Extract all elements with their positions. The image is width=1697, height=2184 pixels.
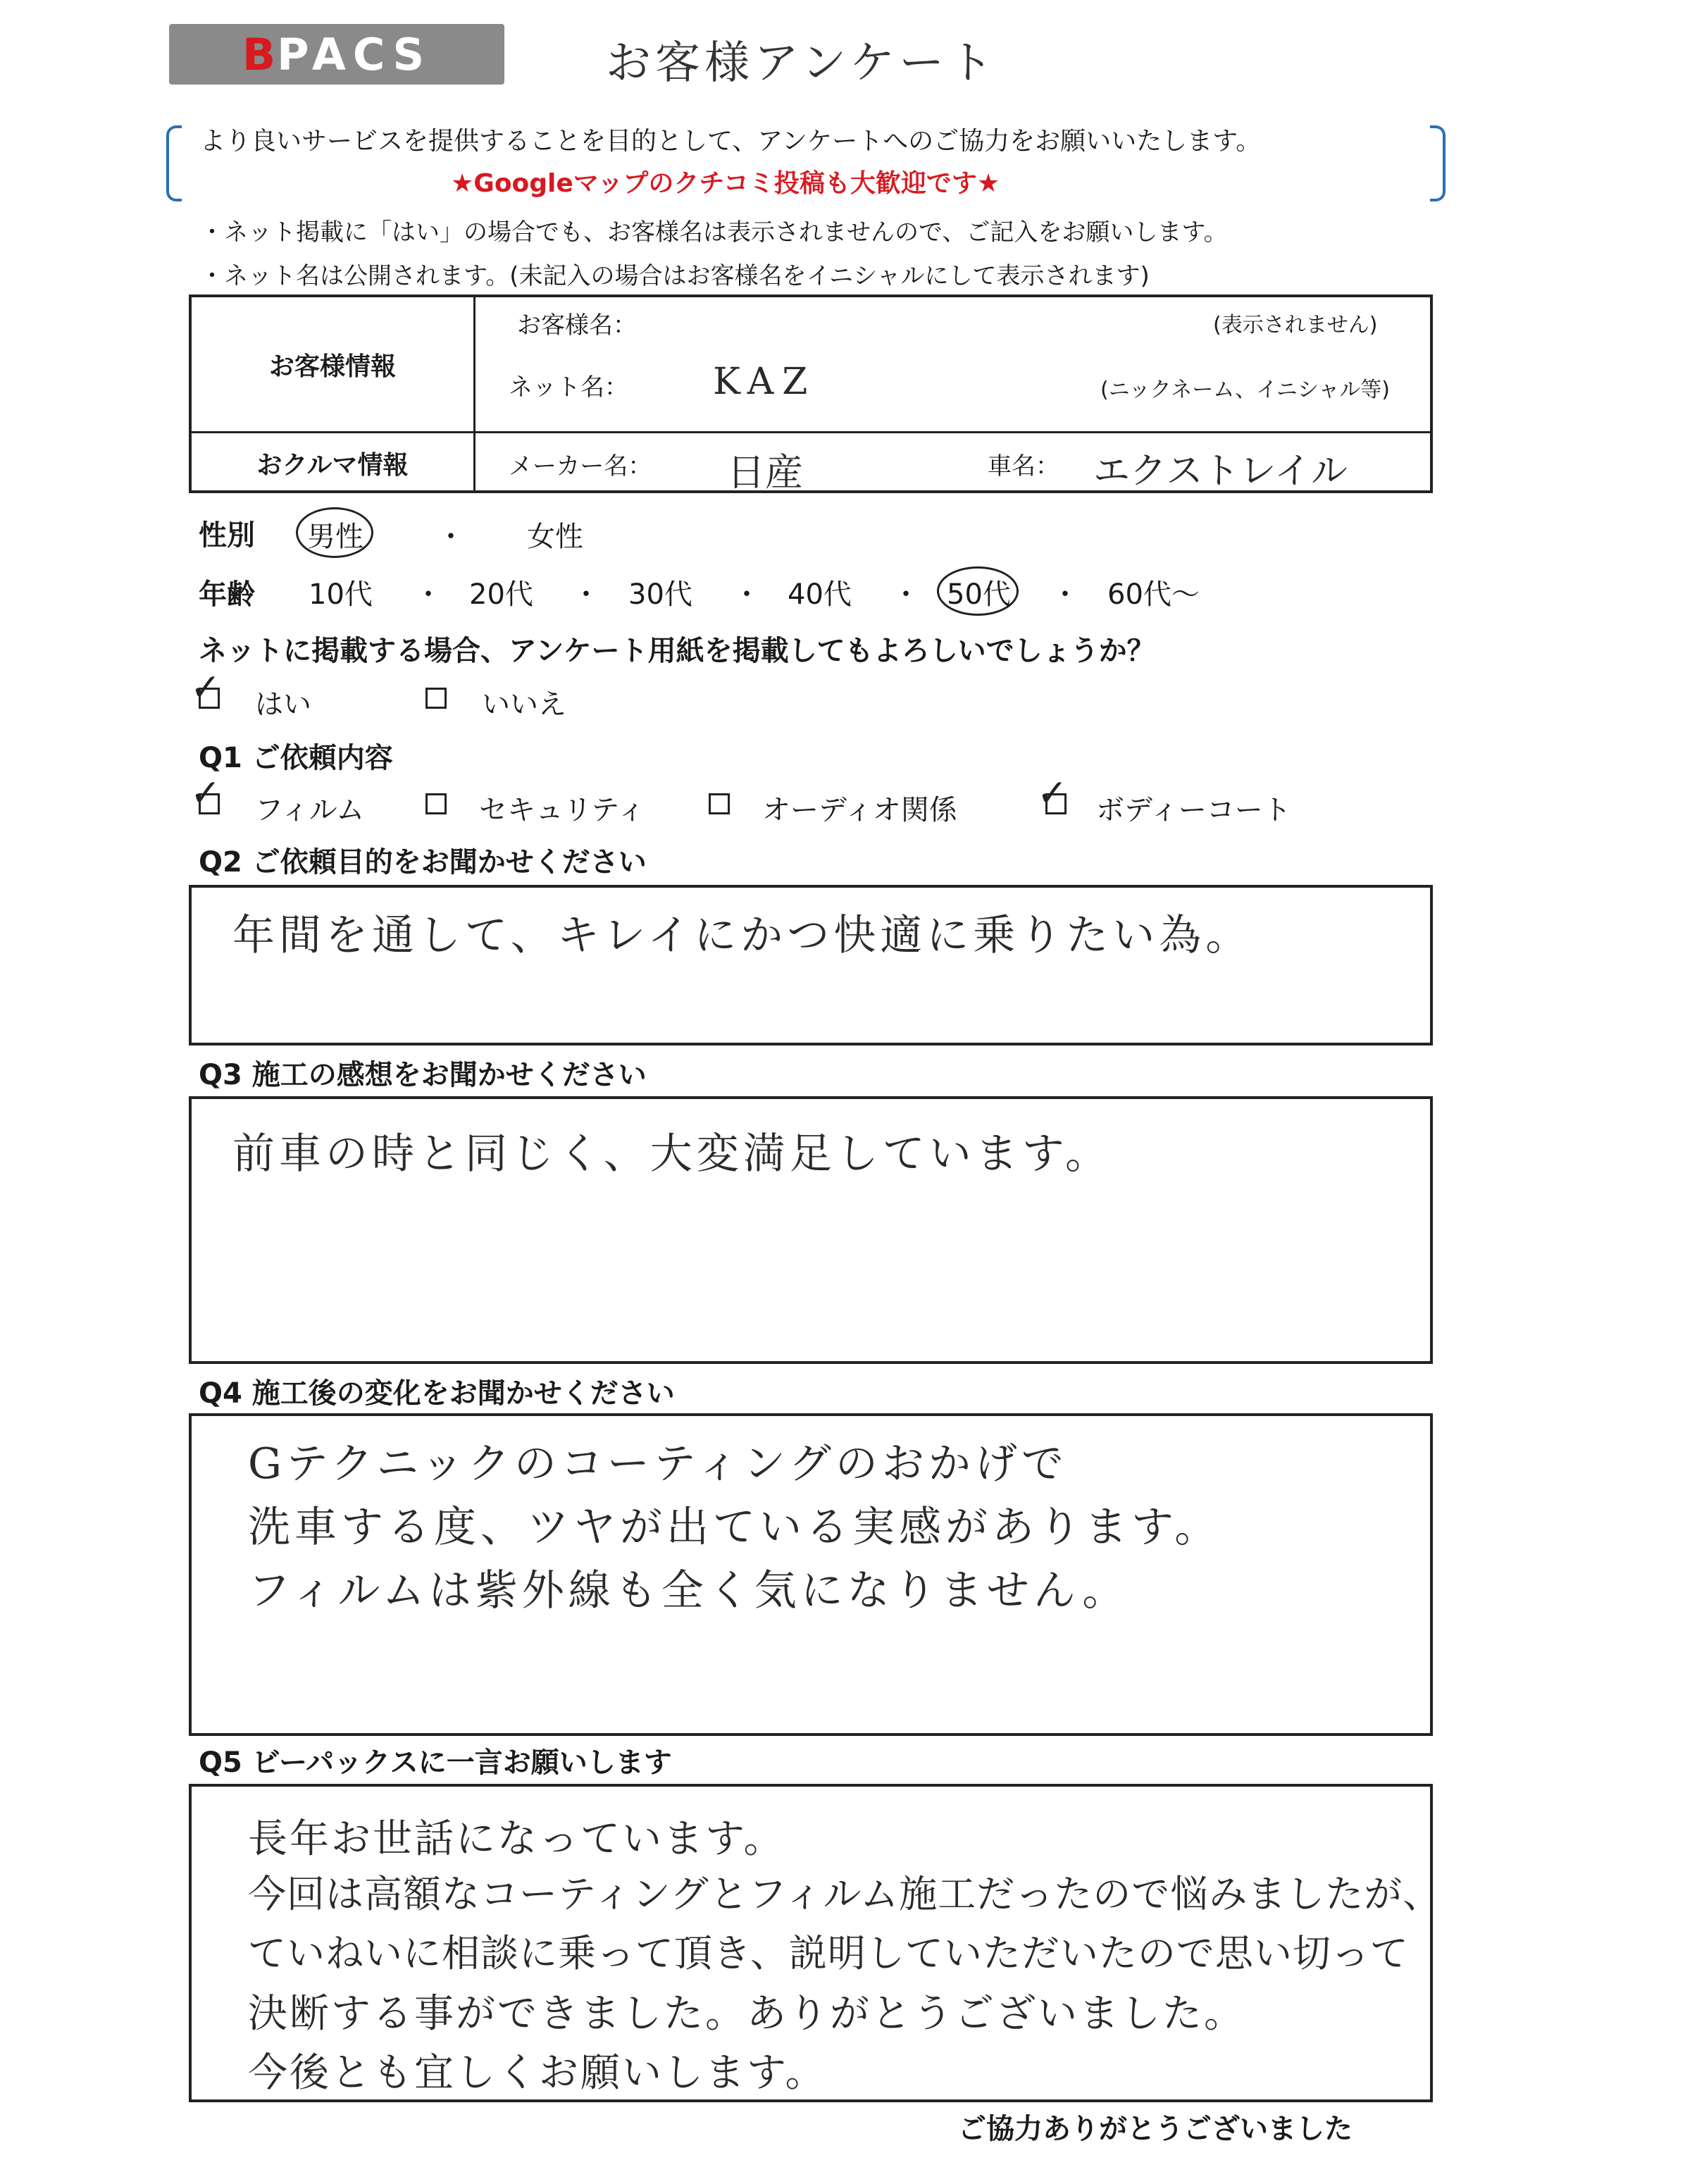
net-name-label: ネット名： [509,373,628,402]
q3-title: Q3 施工の感想をお聞かせください [199,1059,647,1091]
net-name-hint: (ニックネーム、イニシャル等) [1100,378,1391,402]
gender-female-option[interactable]: 女性 [527,521,583,553]
q1-security-checkbox[interactable] [425,793,447,814]
publish-question: ネットに掲載する場合、アンケート用紙を掲載してもよろしいでしょうか？ [199,635,1155,667]
q1-title: Q1 ご依頼内容 [199,742,393,774]
q2-answer: 年間を通して、キレイにかつ快適に乗りたい為。 [232,911,1252,960]
q1-audio-label: オーディオ関係 [762,794,957,826]
q5-answer-line: ていねいに相談に乗って頂き、説明していただいたので思い切って [248,1931,1409,1975]
age-option-40s[interactable]: 40代 [788,578,852,611]
age-option-20s[interactable]: 20代 [469,578,533,611]
q1-security-label: セキュリティ [479,794,645,826]
customer-info-table [189,294,1433,493]
q4-answer-box[interactable] [189,1413,1433,1736]
q3-answer-box[interactable] [189,1096,1433,1364]
age-option-30s[interactable]: 30代 [628,578,692,611]
age-separator: ・ [414,578,442,611]
car-name-value[interactable]: エクストレイル [1093,450,1348,492]
q4-answer-line: Gテクニックのコーティングのおかげで [248,1439,1068,1489]
maker-value[interactable]: 日産 [727,450,803,495]
gender-male-option[interactable]: 男性 [307,521,363,553]
q4-answer-line: 洗車する度、ツヤが出ている実感があります。 [248,1503,1222,1552]
age-option-10s[interactable]: 10代 [309,578,373,611]
intro-text: より良いサービスを提供することを目的として、アンケートへのご協力をお願いいたします。 [200,127,1262,156]
publish-no-label: いいえ [482,688,566,721]
table-divider-vertical [473,297,475,490]
age-separator: ・ [1051,578,1079,611]
note-publish: ・ネット掲載に「はい」の場合でも、お客様名は表示されませんので、ご記入をお願いします。 [200,218,1228,247]
age-separator: ・ [572,578,600,611]
logo-text: PACS [277,28,432,80]
q3-answer: 前車の時と同じく、大変満足しています。 [232,1129,1112,1179]
gender-separator: ・ [437,521,465,553]
bracket-right-icon [1430,125,1446,201]
net-name-value[interactable]: KAZ [713,361,816,403]
maker-label: メーカー名： [509,452,652,480]
age-option-50s[interactable]: 50代 [947,578,1011,611]
note-netname: ・ネット名は公開されます。(未記入の場合はお客様名をイニシャルにして表示されます) [200,262,1150,290]
q5-title: Q5 ビーパックスに一言お願いします [199,1746,672,1779]
q4-title: Q4 施工後の変化をお聞かせください [199,1377,675,1410]
thanks-message: ご協力ありがとうございました [958,2113,1353,2145]
age-label: 年齢 [199,578,255,611]
q5-answer-line: 今回は高額なコーティングとフィルム施工だったので悩みましたが、 [248,1872,1442,1916]
customer-name-hint: (表示されません) [1213,313,1378,337]
google-review-banner: ★Googleマップのクチコミ投稿も大歓迎です★ [451,169,1000,198]
bracket-left-icon [166,125,182,201]
page-title: お客様アンケート [606,37,998,89]
age-separator: ・ [892,578,920,611]
checkmark-icon: ✓ [190,772,221,814]
customer-info-label: お客様情報 [268,352,396,381]
checkmark-icon: ✓ [1037,772,1068,814]
q2-title: Q2 ご依頼目的をお聞かせください [199,846,647,879]
table-divider-horizontal [192,431,1430,433]
age-separator: ・ [733,578,761,611]
q4-answer-line: フィルムは紫外線も全く気になりません。 [248,1566,1129,1615]
logo-prefix: B [242,28,278,80]
q1-film-label: フィルム [255,794,365,826]
bpacs-logo [169,24,504,85]
car-info-label: おクルマ情報 [256,451,409,480]
q5-answer-line: 長年お世話になっています。 [248,1816,785,1862]
q5-answer-line: 今後とも宜しくお願いします。 [248,2050,827,2096]
q5-answer-box[interactable] [189,1784,1442,2102]
q1-bodycoat-label: ボディーコート [1096,794,1291,826]
q5-answer-line: 決断する事ができました。ありがとうございました。 [248,1991,1245,2037]
checkmark-icon: ✓ [190,666,221,709]
q1-audio-checkbox[interactable] [709,793,730,814]
age-option-60s[interactable]: 60代～ [1107,578,1200,611]
publish-yes-label: はい [255,688,311,721]
customer-name-label: お客様名： [517,311,637,340]
car-name-label: 車名： [988,452,1059,480]
publish-no-checkbox[interactable] [425,688,447,709]
q2-answer-box[interactable] [189,885,1433,1046]
gender-label: 性別 [199,519,255,552]
